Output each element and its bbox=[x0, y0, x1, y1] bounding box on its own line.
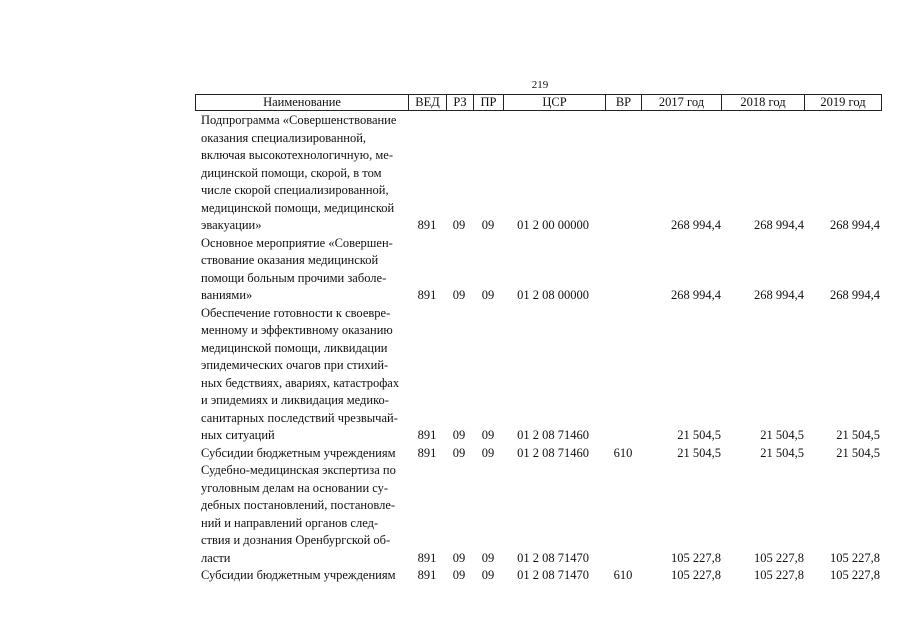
table-row bbox=[195, 112, 882, 235]
cell-2019: 21 504,5 bbox=[836, 445, 880, 460]
cell-pr: 09 bbox=[481, 568, 495, 582]
row-name-line: Основное мероприятие «Совершен- bbox=[201, 235, 393, 250]
row-name-line: ных бедствиях, авариях, катастрофах bbox=[201, 375, 400, 390]
cell-ved: 891 bbox=[417, 550, 437, 565]
row-name bbox=[195, 112, 405, 235]
row-name-line: ных ситуаций bbox=[201, 428, 275, 442]
row-name-line: ваниями» bbox=[201, 288, 253, 302]
table-row bbox=[195, 462, 882, 567]
row-name-line: менному и эффективному оказанию bbox=[201, 323, 393, 337]
cell-rz: 09 bbox=[452, 218, 466, 232]
header-ved: ВЕД bbox=[409, 95, 447, 110]
cell-vr bbox=[605, 287, 641, 305]
cell-2018: 268 994,4 bbox=[754, 288, 804, 302]
header-name: Наименование bbox=[196, 95, 409, 110]
cell-2018: 21 504,5 bbox=[760, 428, 804, 442]
row-name-line: включая высокотехнологичную, ме- bbox=[201, 148, 394, 162]
header-2018: 2018 год bbox=[722, 95, 805, 110]
cell-2019: 268 994,4 bbox=[830, 218, 880, 232]
cell-csr: 01 2 08 00000 bbox=[517, 288, 589, 302]
cell-pr: 09 bbox=[481, 445, 495, 460]
cell-2017: 21 504,5 bbox=[677, 445, 721, 460]
cell-pr: 09 bbox=[481, 218, 495, 232]
row-name-line: Подпрограмма «Совершенствование bbox=[201, 113, 397, 127]
cell-2019: 21 504,5 bbox=[836, 428, 880, 442]
cell-csr: 01 2 08 71470 bbox=[517, 568, 589, 582]
cell-csr: 01 2 08 71460 bbox=[517, 428, 589, 442]
cell-2017: 105 227,8 bbox=[671, 568, 721, 582]
row-name-line: Субсидии бюджетным учреждениям bbox=[201, 568, 396, 582]
cell-rz: 09 bbox=[452, 445, 466, 460]
cell-vr bbox=[605, 217, 641, 235]
row-name-line: уголовным делам на основании су- bbox=[201, 480, 389, 495]
row-name-line: помощи больным прочими заболе- bbox=[201, 270, 387, 285]
header-vr: ВР bbox=[606, 95, 642, 110]
cell-csr: 01 2 08 71460 bbox=[517, 445, 589, 460]
row-name-line: ствование оказания медицинской bbox=[201, 253, 379, 267]
cell-2017: 21 504,5 bbox=[677, 428, 721, 442]
row-name-line: ствия и дознания Оренбургской об- bbox=[201, 533, 391, 547]
page-number: 219 bbox=[531, 79, 549, 91]
row-name-line: дебных постановлений, постановле- bbox=[201, 498, 396, 512]
cell-vr bbox=[605, 550, 641, 568]
table-body bbox=[195, 112, 882, 585]
header-csr: ЦСР bbox=[504, 95, 606, 110]
row-name-line: Обеспечение готовности к своевре- bbox=[201, 305, 391, 320]
row-name-line: дицинской помощи, скорой, в том bbox=[201, 165, 382, 180]
header-2017: 2017 год bbox=[642, 95, 722, 110]
row-name-line: медицинской помощи, ликвидации bbox=[201, 340, 388, 355]
row-name bbox=[195, 235, 405, 305]
cell-pr: 09 bbox=[481, 428, 495, 442]
cell-ved: 891 bbox=[417, 428, 437, 442]
cell-pr: 09 bbox=[481, 550, 495, 565]
row-name-line: Судебно-медицинская экспертиза по bbox=[201, 463, 396, 477]
row-name-line: санитарных последствий чрезвычай- bbox=[201, 410, 398, 425]
header-2019: 2019 год bbox=[820, 95, 866, 109]
cell-rz: 09 bbox=[452, 288, 466, 302]
cell-ved: 891 bbox=[417, 445, 437, 460]
cell-2017: 268 994,4 bbox=[671, 218, 721, 232]
cell-vr: 610 bbox=[613, 445, 633, 460]
table-row bbox=[195, 445, 882, 463]
cell-2019: 105 227,8 bbox=[830, 550, 880, 565]
table-header bbox=[195, 94, 882, 111]
row-name bbox=[195, 305, 405, 445]
cell-ved: 891 bbox=[417, 288, 437, 302]
cell-vr: 610 bbox=[613, 568, 633, 582]
row-name-line: и эпидемиях и ликвидация медико- bbox=[201, 393, 389, 407]
cell-2017: 268 994,4 bbox=[671, 288, 721, 302]
cell-rz: 09 bbox=[452, 568, 466, 582]
table-row bbox=[195, 567, 882, 585]
cell-2019: 268 994,4 bbox=[830, 288, 880, 302]
cell-rz: 09 bbox=[452, 550, 466, 565]
row-name bbox=[195, 567, 405, 585]
row-name-line: эпидемических очагов при стихий- bbox=[201, 358, 389, 372]
table-row bbox=[195, 235, 882, 305]
row-name-line: числе скорой специализированной, bbox=[201, 183, 389, 197]
cell-pr: 09 bbox=[481, 288, 495, 302]
row-name bbox=[195, 445, 405, 463]
row-name bbox=[195, 462, 405, 567]
cell-2017: 105 227,8 bbox=[671, 550, 721, 565]
cell-vr bbox=[605, 427, 641, 445]
cell-2018: 268 994,4 bbox=[754, 218, 804, 232]
header-rz: РЗ bbox=[447, 95, 474, 110]
cell-2018: 105 227,8 bbox=[754, 568, 804, 582]
row-name-line: эвакуации» bbox=[201, 218, 262, 232]
header-pr: ПР bbox=[474, 95, 504, 110]
cell-2018: 21 504,5 bbox=[760, 445, 804, 460]
cell-csr: 01 2 08 71470 bbox=[517, 550, 589, 565]
cell-ved: 891 bbox=[417, 568, 437, 582]
row-name-line: медицинской помощи, медицинской bbox=[201, 200, 395, 215]
row-name-line: ний и направлений органов след- bbox=[201, 515, 379, 530]
cell-ved: 891 bbox=[417, 218, 437, 232]
row-name-line: ласти bbox=[201, 550, 231, 565]
cell-2018: 105 227,8 bbox=[754, 550, 804, 565]
row-name-line: оказания специализированной, bbox=[201, 130, 367, 145]
cell-rz: 09 bbox=[452, 428, 466, 442]
row-name-line: Субсидии бюджетным учреждениям bbox=[201, 445, 396, 460]
table-row bbox=[195, 305, 882, 445]
cell-csr: 01 2 00 00000 bbox=[517, 218, 589, 232]
cell-2019: 105 227,8 bbox=[830, 568, 880, 582]
